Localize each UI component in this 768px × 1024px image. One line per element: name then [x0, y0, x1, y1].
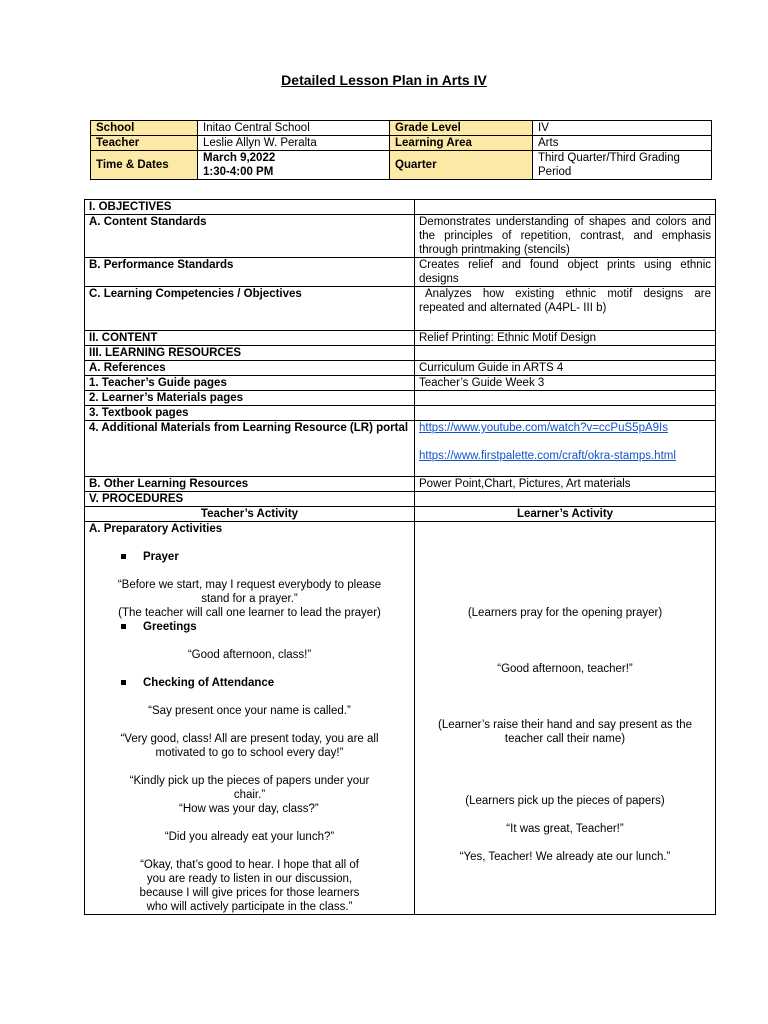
table-row [85, 391, 716, 406]
date-text: March 9,2022 [203, 152, 276, 164]
header-row-teacher [91, 136, 712, 151]
attendance-bullet [89, 676, 410, 690]
time-text: 1:30-4:00 PM [203, 166, 274, 178]
bullet-icon [121, 554, 126, 559]
attendance-teacher-line-5: “Did you already eat your lunch?” [164, 831, 335, 843]
content-standards-label: A. Content Standards [85, 215, 415, 258]
table-row [85, 507, 716, 522]
attendance-teacher-line-6: “Okay, that’s good to hear. I hope that all of you are ready to listen in our discussion, because I will give prices for those learners who will actively participate in the class.” [139, 859, 360, 913]
prayer-learner-line: (Learners pray for the opening prayer) [467, 607, 663, 619]
table-row [85, 331, 716, 346]
quarter-value: Third Quarter/Third Grading Period [533, 151, 712, 180]
lr-portal-links [415, 421, 716, 477]
table-row [85, 215, 716, 258]
quarter-label: Quarter [390, 151, 533, 180]
other-resources-label: B. Other Learning Resources [85, 477, 415, 492]
content-value: Relief Printing: Ethnic Motif Design [415, 331, 716, 346]
competencies-label: C. Learning Competencies / Objectives [85, 287, 415, 331]
document-title: Detailed Lesson Plan in Arts IV [281, 72, 487, 88]
table-row [85, 421, 716, 477]
school-label: School [91, 121, 198, 136]
teachers-guide-label: 1. Teacher’s Guide pages [85, 376, 415, 391]
empty-cell [415, 406, 716, 421]
resources-heading: III. LEARNING RESOURCES [85, 346, 415, 361]
objectives-heading: I. OBJECTIVES [85, 200, 415, 215]
header-row-school [91, 121, 712, 136]
performance-standards-value: Creates relief and found object prints using ethnic designs [415, 258, 716, 287]
youtube-link[interactable]: https://www.youtube.com/watch?v=ccPuS5pA9Is [419, 422, 668, 434]
attendance-heading: Checking of Attendance [143, 677, 275, 689]
table-row [85, 477, 716, 492]
area-label: Learning Area [390, 136, 533, 151]
prayer-teacher-line: “Before we start, may I request everybody to please stand for a prayer.” [117, 579, 382, 605]
grade-label: Grade Level [390, 121, 533, 136]
table-row [85, 287, 716, 331]
learner-activity-heading: Learner’s Activity [415, 507, 716, 522]
prayer-teacher-note: (The teacher will call one learner to lead the prayer) [118, 607, 381, 619]
learners-materials-label: 2. Learner’s Materials pages [85, 391, 415, 406]
empty-cell [415, 200, 716, 215]
attendance-learner-line-3: (Learners pick up the pieces of papers) [465, 795, 665, 807]
area-value: Arts [533, 136, 712, 151]
firstpalette-link[interactable]: https://www.firstpalette.com/craft/okra-stamps.html [419, 450, 676, 462]
time-value [198, 151, 390, 180]
bullet-icon [121, 680, 126, 685]
teacher-value: Leslie Allyn W. Peralta [198, 136, 390, 151]
attendance-learner-line-1: (Learner’s raise their hand and say present as the teacher call their name) [437, 719, 692, 745]
empty-cell [415, 492, 716, 507]
attendance-learner-line-4: “It was great, Teacher!” [506, 823, 624, 835]
table-row [85, 258, 716, 287]
table-row [85, 376, 716, 391]
attendance-teacher-line-1: “Say present once your name is called.” [148, 705, 351, 717]
preparatory-heading: A. Preparatory Activities [89, 523, 223, 535]
procedures-heading: V. PROCEDURES [85, 492, 415, 507]
content-standards-value: Demonstrates understanding of shapes and colors and the principles of repetition, contrast, and emphasis through printmaking (stencils) [415, 215, 716, 258]
greet-learner-line: “Good afternoon, teacher!” [497, 663, 633, 675]
textbook-label: 3. Textbook pages [85, 406, 415, 421]
other-resources-value: Power Point,Chart, Pictures, Art materials [415, 477, 716, 492]
prayer-heading: Prayer [143, 551, 179, 563]
table-row [85, 200, 716, 215]
content-label: II. CONTENT [85, 331, 415, 346]
table-row [85, 346, 716, 361]
empty-cell [415, 346, 716, 361]
competencies-value: Analyzes how existing ethnic motif designs are repeated and alternated (A4PL- III b) [415, 287, 716, 331]
greet-teacher-line: “Good afternoon, class!” [187, 649, 312, 661]
time-label: Time & Dates [91, 151, 198, 180]
lr-portal-label: 4. Additional Materials from Learning Resource (LR) portal [85, 421, 415, 477]
attendance-learner-line-5: “Yes, Teacher! We already ate our lunch.” [459, 851, 671, 863]
header-row-time [91, 151, 712, 180]
bullet-icon [121, 624, 126, 629]
prayer-bullet [89, 550, 410, 564]
table-row [85, 492, 716, 507]
references-label: A. References [85, 361, 415, 376]
teacher-activity-heading: Teacher’s Activity [85, 507, 415, 522]
attendance-teacher-line-4: “How was your day, class?” [179, 803, 319, 815]
teacher-label: Teacher [91, 136, 198, 151]
teachers-guide-value: Teacher’s Guide Week 3 [415, 376, 716, 391]
greetings-bullet [89, 620, 410, 634]
greetings-heading: Greetings [143, 621, 197, 633]
empty-cell [415, 391, 716, 406]
attendance-teacher-line-2: “Very good, class! All are present today, you are all motivated to go to school every day!” [120, 733, 379, 759]
grade-value: IV [533, 121, 712, 136]
performance-standards-label: B. Performance Standards [85, 258, 415, 287]
table-row [85, 361, 716, 376]
teacher-activity-cell [85, 522, 415, 915]
table-row [85, 406, 716, 421]
attendance-teacher-line-3: “Kindly pick up the pieces of papers under your chair.” [129, 775, 370, 801]
references-value: Curriculum Guide in ARTS 4 [415, 361, 716, 376]
table-row [85, 522, 716, 915]
school-value: Initao Central School [198, 121, 390, 136]
lesson-plan-table [84, 199, 716, 915]
learner-activity-cell [415, 522, 716, 915]
header-table [90, 120, 712, 180]
